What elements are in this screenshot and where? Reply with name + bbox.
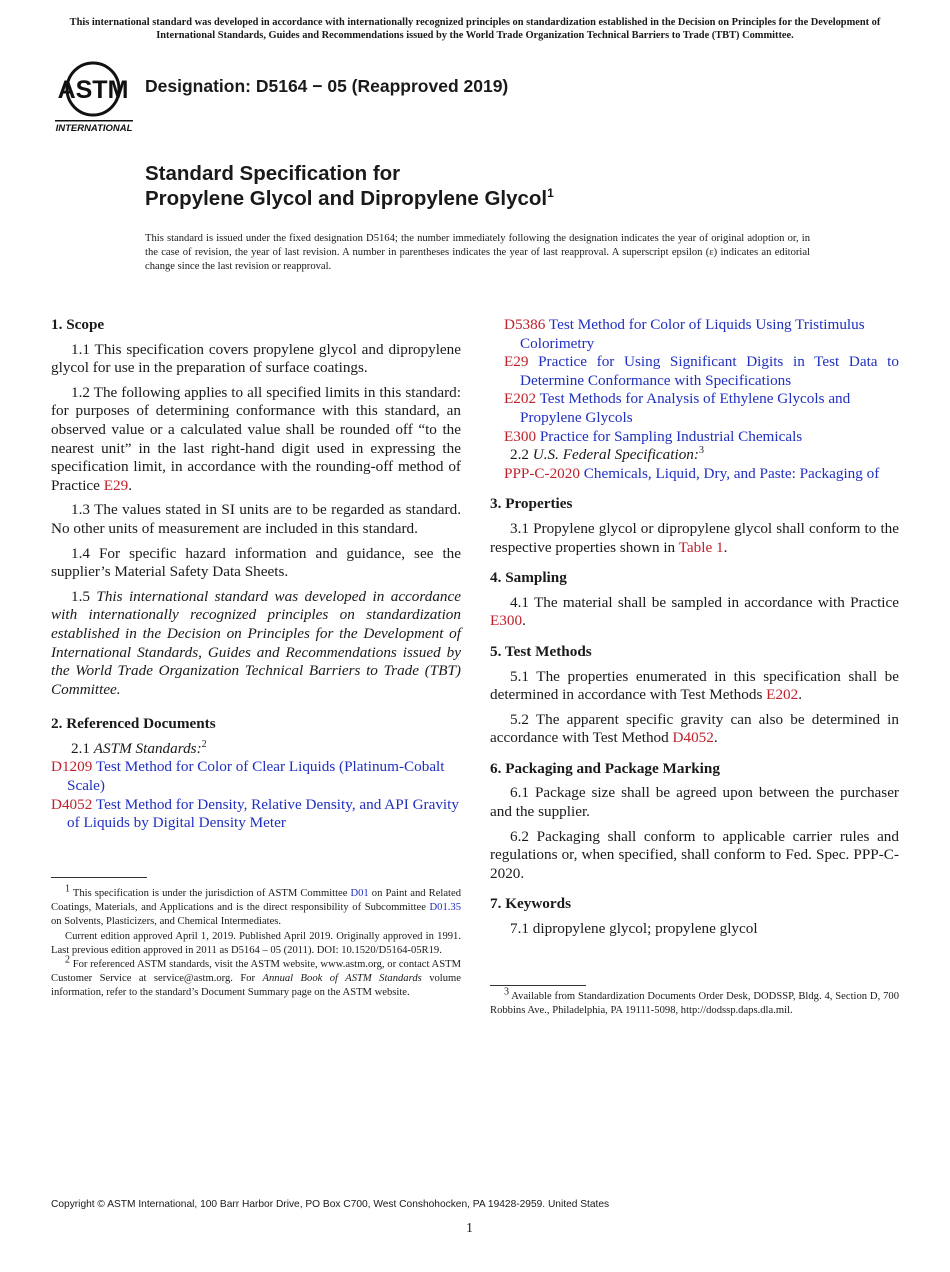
para-1-5-text: This international standard was developed in accordance with internationally recognized principles on standardization established in the Decision on Principles for the Development of International Standards, Guides and Recommendations issued by the World Trade Organization Technical Barriers to Trade (TBT) Committee. [51, 587, 461, 698]
page-number: 1 [466, 1221, 473, 1236]
para-4-1-end: . [522, 612, 526, 630]
logo-text: ASTM [57, 76, 129, 104]
footnote-2 [51, 954, 461, 1001]
ref-title[interactable]: Test Method for Color of Clear Liquids (Platinum-Cobalt Scale) [67, 758, 445, 795]
ref-e29[interactable] [490, 353, 899, 390]
para-1-2 [51, 384, 461, 496]
fn2-text-b: volume information, refer to the standard’s Document Summary page on the ASTM website. [51, 973, 461, 999]
section-heading-test-methods: 5. Test Methods [490, 642, 592, 660]
ref-title[interactable]: Test Method for Color of Liquids Using Tristimulus Colorimetry [520, 316, 865, 352]
ref-code[interactable]: D5386 [504, 316, 546, 333]
footnote-ref-3: 3 [698, 445, 704, 457]
fn1-text-b: on Paint and Related Coatings, Materials, and Applications and is the direct responsibility of Subcommittee [51, 888, 461, 914]
ref-d4052[interactable] [51, 796, 461, 833]
logo-subtext: INTERNATIONAL [55, 123, 133, 133]
fn1-text-a: This specification is under the jurisdiction of ASTM Committee [70, 888, 351, 899]
ref-code[interactable]: D1209 [51, 758, 93, 776]
footnotes-left [51, 883, 461, 1001]
para-5-2-text: 5.2 The apparent specific gravity can also be determined in accordance with Test Method [490, 710, 899, 747]
para-1-5 [51, 588, 461, 700]
right-column [490, 316, 899, 939]
para-5-1 [490, 668, 899, 705]
para-5-1-text: 5.1 The properties enumerated in this specification shall be determined in accordance with Test Methods [490, 667, 899, 704]
footnote-1 [51, 883, 461, 930]
title-line-1: Standard Specification for [145, 162, 401, 185]
fn2-marker: 2 [65, 954, 70, 966]
section-heading-referenced: 2. Referenced Documents [51, 715, 216, 733]
fn2-italic: Annual Book of ASTM Standards [262, 973, 422, 985]
link-e29[interactable]: E29 [103, 476, 129, 494]
ref-code[interactable]: PPP-C-2020 [504, 464, 580, 482]
title-footnote-ref: 1 [547, 186, 554, 201]
footnote-3 [490, 986, 899, 1018]
issued-note: This standard is issued under the fixed designation D5164; the number immediately following the designation indicates the year of original adoption or, in the case of revision, the year of last revision. A number in parentheses indicates the year of last reapproval. A superscript epsilon (ε) indicates an editorial change since the last revision or reapproval. [145, 233, 810, 272]
ref-title[interactable]: Chemicals, Liquid, Dry, and Paste: Packaging of [583, 464, 880, 482]
link-e300[interactable]: E300 [490, 612, 523, 630]
section-heading-keywords: 7. Keywords [490, 895, 571, 913]
ref-e300[interactable] [490, 428, 899, 447]
para-3-1-text: 3.1 Propylene glycol or dipropylene glycol shall conform to the respective properties shown in [490, 519, 899, 556]
para-6-1: 6.1 Package size shall be agreed upon between the purchaser and the supplier. [490, 784, 899, 821]
link-d01-35[interactable]: D01.35 [429, 902, 461, 914]
link-d4052[interactable]: D4052 [672, 729, 714, 747]
astm-logo [53, 57, 135, 133]
left-column [51, 316, 461, 833]
para-5-1-end: . [798, 686, 803, 704]
footnote-ref-2: 2 [201, 738, 207, 750]
para-1-2-end: . [128, 476, 132, 494]
ref-d5386[interactable] [490, 316, 899, 353]
para-2-1-num: 2.1 [71, 739, 94, 757]
fn3-text: Available from Standardization Documents Order Desk, DODSSP, Bldg. 4, Section D, 700 Robbins Ave., Philadelphia, PA 19111-5098, http://dodssp.daps.dla.mil. [490, 991, 899, 1017]
footnote-1-edition: Current edition approved April 1, 2019. Published April 2019. Originally approved in 1991. Last previous edition approved in 2011 as D5164 – 05 (2011). DOI: 10.1520/D5164-05R19. [51, 930, 461, 956]
para-1-2-text: 1.2 The following applies to all specified limits in this standard: for purposes of determining conformance with this standard, an observed value or a calculated value shall be rounded off “to the nearest unit” in the last right-hand digit used in expressing the specification limit, in accordance with the rounding-off method of Practice [51, 383, 461, 494]
ref-code[interactable]: D4052 [51, 795, 93, 813]
federal-spec-label: U.S. Federal Specification: [532, 446, 699, 464]
ref-e202[interactable] [490, 390, 899, 427]
para-2-2-num: 2.2 [510, 446, 533, 464]
ref-title[interactable]: Practice for Using Significant Digits in Test Data to Determine Conformance with Specifications [520, 353, 899, 389]
fn1-marker: 1 [65, 883, 70, 895]
title-line-2: Propylene Glycol and Dipropylene Glycol [145, 187, 548, 210]
fn3-marker: 3 [504, 986, 509, 998]
ref-title[interactable]: Test Method for Density, Relative Density, and API Gravity of Liquids by Digital Density Meter [67, 795, 459, 832]
para-3-1 [490, 520, 899, 557]
astm-standards-label: ASTM Standards: [93, 739, 202, 757]
link-table-1[interactable]: Table 1 [678, 538, 724, 556]
fn1-text-c: on Solvents, Plasticizers, and Chemical Intermediates. [51, 916, 282, 928]
ref-d1209[interactable] [51, 758, 461, 795]
footnote-rule [51, 877, 147, 878]
designation: Designation: D5164 − 05 (Reapproved 2019) [145, 76, 509, 96]
para-1-5-num: 1.5 [71, 587, 97, 605]
astm-logo-graphic [53, 57, 135, 133]
para-1-3: 1.3 The values stated in SI units are to be regarded as standard. No other units of measurement are included in this standard. [51, 501, 461, 537]
para-1-1: 1.1 This specification covers propylene glycol and dipropylene glycol for use in the preparation of surface coatings. [51, 340, 461, 377]
ref-code[interactable]: E300 [504, 427, 537, 445]
tbt-notice: This international standard was developed in accordance with internationally recognized principles on standardization established in the Decision on Principles for the Development of International Standards, Guides and Recommendations issued by the World Trade Organization Technical Barriers to Trade (TBT) Committee. [69, 17, 881, 41]
para-4-1-text: 4.1 The material shall be sampled in accordance with Practice [510, 593, 899, 611]
ref-title[interactable]: Practice for Sampling Industrial Chemicals [539, 427, 803, 445]
link-d01[interactable]: D01 [350, 888, 369, 899]
section-heading-sampling: 4. Sampling [490, 569, 567, 587]
footnotes-right [490, 986, 899, 1018]
copyright-footer: Copyright © ASTM International, 100 Barr Harbor Drive, PO Box C700, West Conshohocken, PA 19428-2959. United States [51, 1199, 610, 1210]
fn2-text-a: For referenced ASTM standards, visit the ASTM website, www.astm.org, or contact ASTM Customer Service at service@astm.org. For [51, 959, 461, 985]
ref-ppp-c-2020[interactable] [490, 465, 899, 484]
para-2-2 [490, 446, 899, 465]
para-4-1 [490, 594, 899, 631]
para-5-2 [490, 711, 899, 748]
para-1-4: 1.4 For specific hazard information and guidance, see the supplier’s Material Safety Data Sheets. [51, 544, 461, 581]
ref-code[interactable]: E202 [504, 390, 537, 408]
document-title [145, 161, 554, 211]
para-2-1 [51, 740, 461, 759]
para-7-1: 7.1 dipropylene glycol; propylene glycol [510, 920, 758, 938]
link-e202[interactable]: E202 [766, 686, 799, 704]
section-heading-packaging: 6. Packaging and Package Marking [490, 759, 720, 777]
ref-code[interactable]: E29 [504, 353, 529, 371]
para-3-1-end: . [723, 538, 728, 556]
section-heading-scope: 1. Scope [51, 316, 105, 333]
para-6-2: 6.2 Packaging shall conform to applicable carrier rules and regulations or, when specified, shall conform to Fed. Spec. PPP-C-2020. [490, 827, 899, 882]
ref-title[interactable]: Test Methods for Analysis of Ethylene Glycols and Propylene Glycols [520, 390, 851, 426]
section-heading-properties: 3. Properties [490, 495, 573, 513]
para-5-2-end: . [713, 729, 718, 747]
